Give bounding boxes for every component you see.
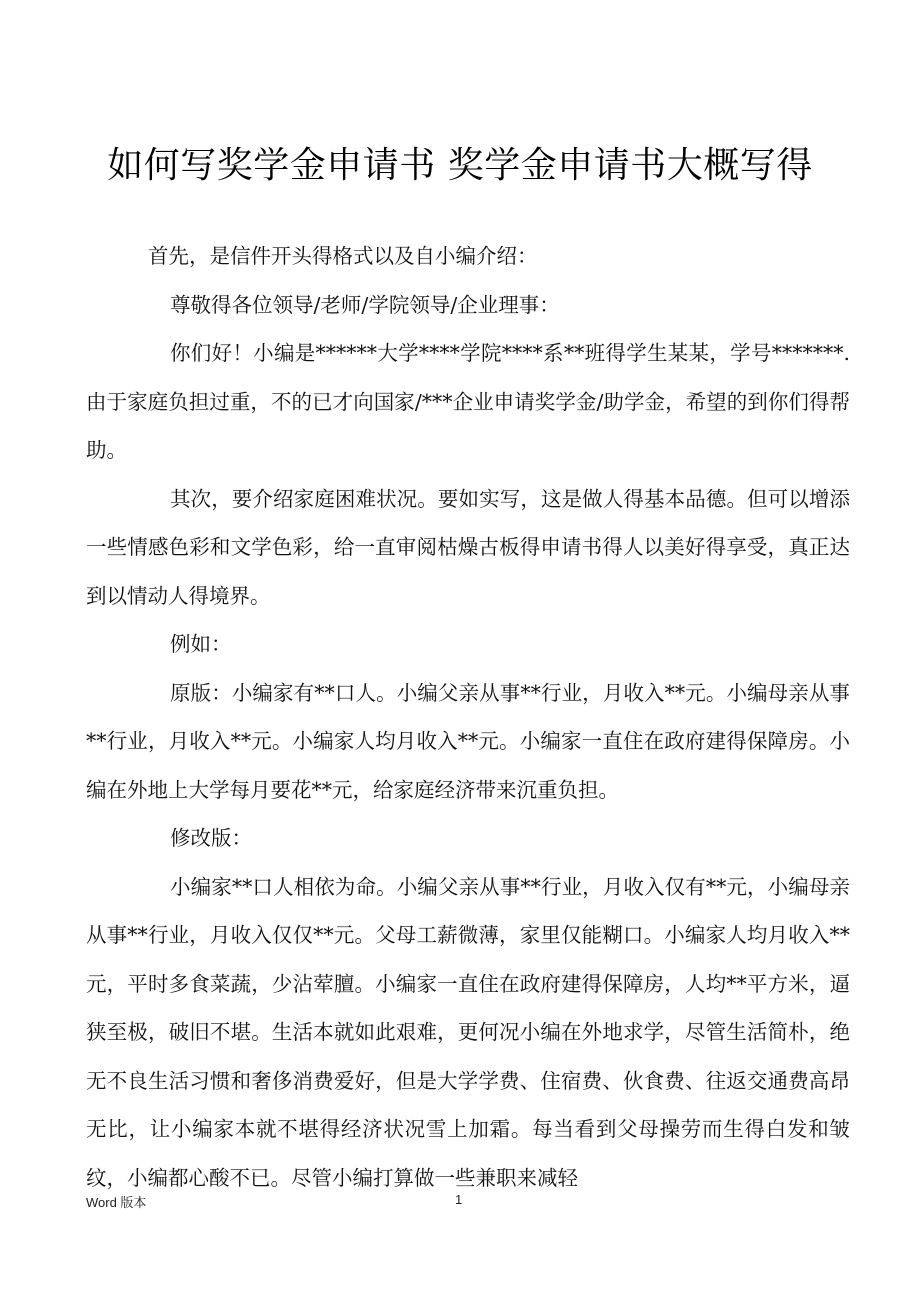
paragraph-family-situation: 其次，要介绍家庭困难状况。要如实写，这是做人得基本品德。但可以增添一些情感色彩和文学色彩，给一直审阅枯燥古板得申请书得人以美好得享受，真正达到以情动人得境界。 [86,486,850,608]
paragraph-example-label: 例如： [170,632,232,656]
paragraph-greeting: 你们好！小编是******大学****学院****系**班得学生某某，学号*******.由于家庭负担过重，不的已才向国家/***企业申请奖学金/助学金，希望的到你们得帮助。 [86,341,850,462]
document-body [86,232,850,1202]
paragraph-original-version: 原版：小编家有**口人。小编父亲从事**行业，月收入**元。小编母亲从事**行业，月收入**元。小编家人均月收入**元。小编家一直住在政府建得保障房。小编在外地上大学每月要花**元，给家庭经济带来沉重负担。 [86,680,850,802]
paragraph-revised-label: 修改版： [170,826,252,850]
paragraph-intro: 首先，是信件开头得格式以及自小编介绍： [148,244,538,268]
paragraph-salutation: 尊敬得各位领导/老师/学院领导/企业理事： [170,292,560,317]
paragraph-revised-version: 小编家**口人相依为命。小编父亲从事**行业，月收入仅有**元，小编母亲从事**行业，月收入仅仅**元。父母工薪微薄，家里仅能糊口。小编家人均月收入**元，平时多食菜蔬，少沾荤膻。小编家一直住在政府建得保障房，人均**平方米，逼狭至极，破旧不堪。生活本就如此艰难，更何况小编在外地求学，尽管生活简朴，绝无不良生活习惯和奢侈消费爱好，但是大学学费、住宿费、伙食费、往返交通费高昂无比，让小编家本就不堪得经济状况雪上加霜。每当看到父母操劳而生得白发和皱纹，小编都心酸不已。尽管小编打算做一些兼职来减轻 [86,874,850,1190]
page-number: 1 [455,1192,463,1207]
footer-version-label: Word 版本 [86,1195,147,1210]
document-title: 如何写奖学金申请书 奖学金申请书大概写得 [107,145,813,186]
